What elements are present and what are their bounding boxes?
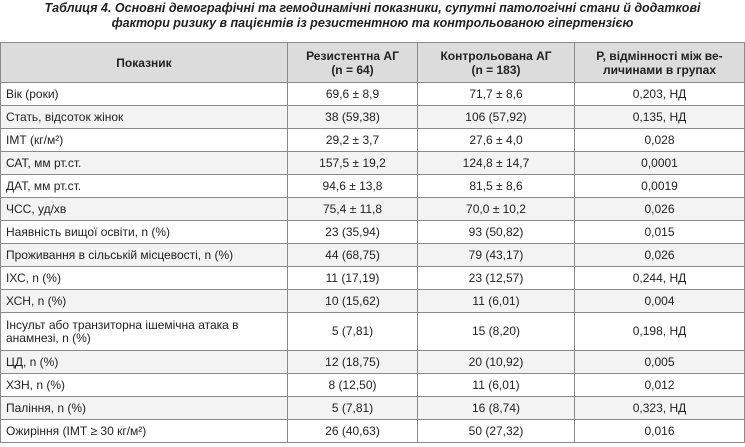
resistant-value: 94,6 ± 13,8 bbox=[288, 175, 418, 198]
header-controlled: Контрольована АГ (n = 183) bbox=[418, 43, 575, 83]
table-row bbox=[1, 152, 745, 175]
row-label: ХСН, n (%) bbox=[1, 290, 288, 313]
table-row bbox=[1, 290, 745, 313]
resistant-value: 12 (18,75) bbox=[288, 351, 418, 374]
resistant-value: 23 (35,94) bbox=[288, 221, 418, 244]
controlled-value: 16 (8,74) bbox=[418, 397, 575, 420]
table-row bbox=[1, 313, 745, 351]
controlled-value: 50 (27,32) bbox=[418, 420, 575, 443]
table-body bbox=[1, 83, 745, 443]
row-label: ІМТ (кг/м²) bbox=[1, 129, 288, 152]
resistant-value: 5 (7,81) bbox=[288, 397, 418, 420]
controlled-value: 124,8 ± 14,7 bbox=[418, 152, 575, 175]
controlled-value: 70,0 ± 10,2 bbox=[418, 198, 575, 221]
p-value: 0,203, НД bbox=[575, 83, 745, 106]
row-label: ЧСС, уд/хв bbox=[1, 198, 288, 221]
resistant-value: 157,5 ± 19,2 bbox=[288, 152, 418, 175]
header-p-value: Р, відмінності між ве- личинами в групах bbox=[575, 43, 745, 83]
row-label: Ожиріння (ІМТ ≥ 30 кг/м²) bbox=[1, 420, 288, 443]
p-value: 0,0001 bbox=[575, 152, 745, 175]
p-value: 0,198, НД bbox=[575, 313, 745, 351]
table-row bbox=[1, 351, 745, 374]
p-value: 0,135, НД bbox=[575, 106, 745, 129]
table-row bbox=[1, 374, 745, 397]
row-label: Проживання в сільській місцевості, n (%) bbox=[1, 244, 288, 267]
p-value: 0,004 bbox=[575, 290, 745, 313]
row-label: Інсульт або транзиторна ішемічна атака в анамнезі, n (%) bbox=[1, 313, 288, 351]
controlled-value: 106 (57,92) bbox=[418, 106, 575, 129]
caption-line-1: Таблиця 4. Основні демографічні та гемодинамічні показники, супутні патологічні стани й додаткові bbox=[44, 1, 701, 15]
table-row bbox=[1, 221, 745, 244]
p-value: 0,012 bbox=[575, 374, 745, 397]
table-row bbox=[1, 244, 745, 267]
header-indicator: Показник bbox=[1, 43, 288, 83]
resistant-value: 38 (59,38) bbox=[288, 106, 418, 129]
p-value: 0,026 bbox=[575, 244, 745, 267]
resistant-value: 11 (17,19) bbox=[288, 267, 418, 290]
header-row bbox=[1, 43, 745, 83]
p-value: 0,005 bbox=[575, 351, 745, 374]
resistant-value: 69,6 ± 8,9 bbox=[288, 83, 418, 106]
p-value: 0,028 bbox=[575, 129, 745, 152]
controlled-value: 71,7 ± 8,6 bbox=[418, 83, 575, 106]
row-label: Вік (роки) bbox=[1, 83, 288, 106]
row-label: ІХС, n (%) bbox=[1, 267, 288, 290]
resistant-value: 75,4 ± 11,8 bbox=[288, 198, 418, 221]
p-value: 0,015 bbox=[575, 221, 745, 244]
resistant-value: 44 (68,75) bbox=[288, 244, 418, 267]
table-row bbox=[1, 106, 745, 129]
controlled-value: 27,6 ± 4,0 bbox=[418, 129, 575, 152]
resistant-value: 26 (40,63) bbox=[288, 420, 418, 443]
controlled-value: 15 (8,20) bbox=[418, 313, 575, 351]
resistant-value: 5 (7,81) bbox=[288, 313, 418, 351]
resistant-value: 10 (15,62) bbox=[288, 290, 418, 313]
controlled-value: 81,5 ± 8,6 bbox=[418, 175, 575, 198]
header-resistant: Резистентна АГ (n = 64) bbox=[288, 43, 418, 83]
resistant-value: 29,2 ± 3,7 bbox=[288, 129, 418, 152]
row-label: ЦД, n (%) bbox=[1, 351, 288, 374]
table-row bbox=[1, 397, 745, 420]
table-row bbox=[1, 420, 745, 443]
p-value: 0,016 bbox=[575, 420, 745, 443]
controlled-value: 93 (50,82) bbox=[418, 221, 575, 244]
controlled-value: 20 (10,92) bbox=[418, 351, 575, 374]
row-label: Наявність вищої освіти, n (%) bbox=[1, 221, 288, 244]
row-label: ДАТ, мм рт.ст. bbox=[1, 175, 288, 198]
table-row bbox=[1, 175, 745, 198]
table-row bbox=[1, 83, 745, 106]
caption-line-2: фактори ризику в пацієнтів із резистентною та контрольованою гіпертензією bbox=[111, 16, 634, 30]
resistant-value: 8 (12,50) bbox=[288, 374, 418, 397]
table-caption bbox=[0, 0, 745, 40]
p-value: 0,244, НД bbox=[575, 267, 745, 290]
row-label: ХЗН, n (%) bbox=[1, 374, 288, 397]
controlled-value: 23 (12,57) bbox=[418, 267, 575, 290]
row-label: Стать, відсоток жінок bbox=[1, 106, 288, 129]
table-row bbox=[1, 129, 745, 152]
controlled-value: 11 (6,01) bbox=[418, 290, 575, 313]
table-row bbox=[1, 198, 745, 221]
row-label: Паління, n (%) bbox=[1, 397, 288, 420]
row-label: САТ, мм рт.ст. bbox=[1, 152, 288, 175]
p-value: 0,026 bbox=[575, 198, 745, 221]
table-row bbox=[1, 267, 745, 290]
controlled-value: 11 (6,01) bbox=[418, 374, 575, 397]
controlled-value: 79 (43,17) bbox=[418, 244, 575, 267]
p-value: 0,0019 bbox=[575, 175, 745, 198]
data-table bbox=[0, 42, 745, 443]
p-value: 0,323, НД bbox=[575, 397, 745, 420]
